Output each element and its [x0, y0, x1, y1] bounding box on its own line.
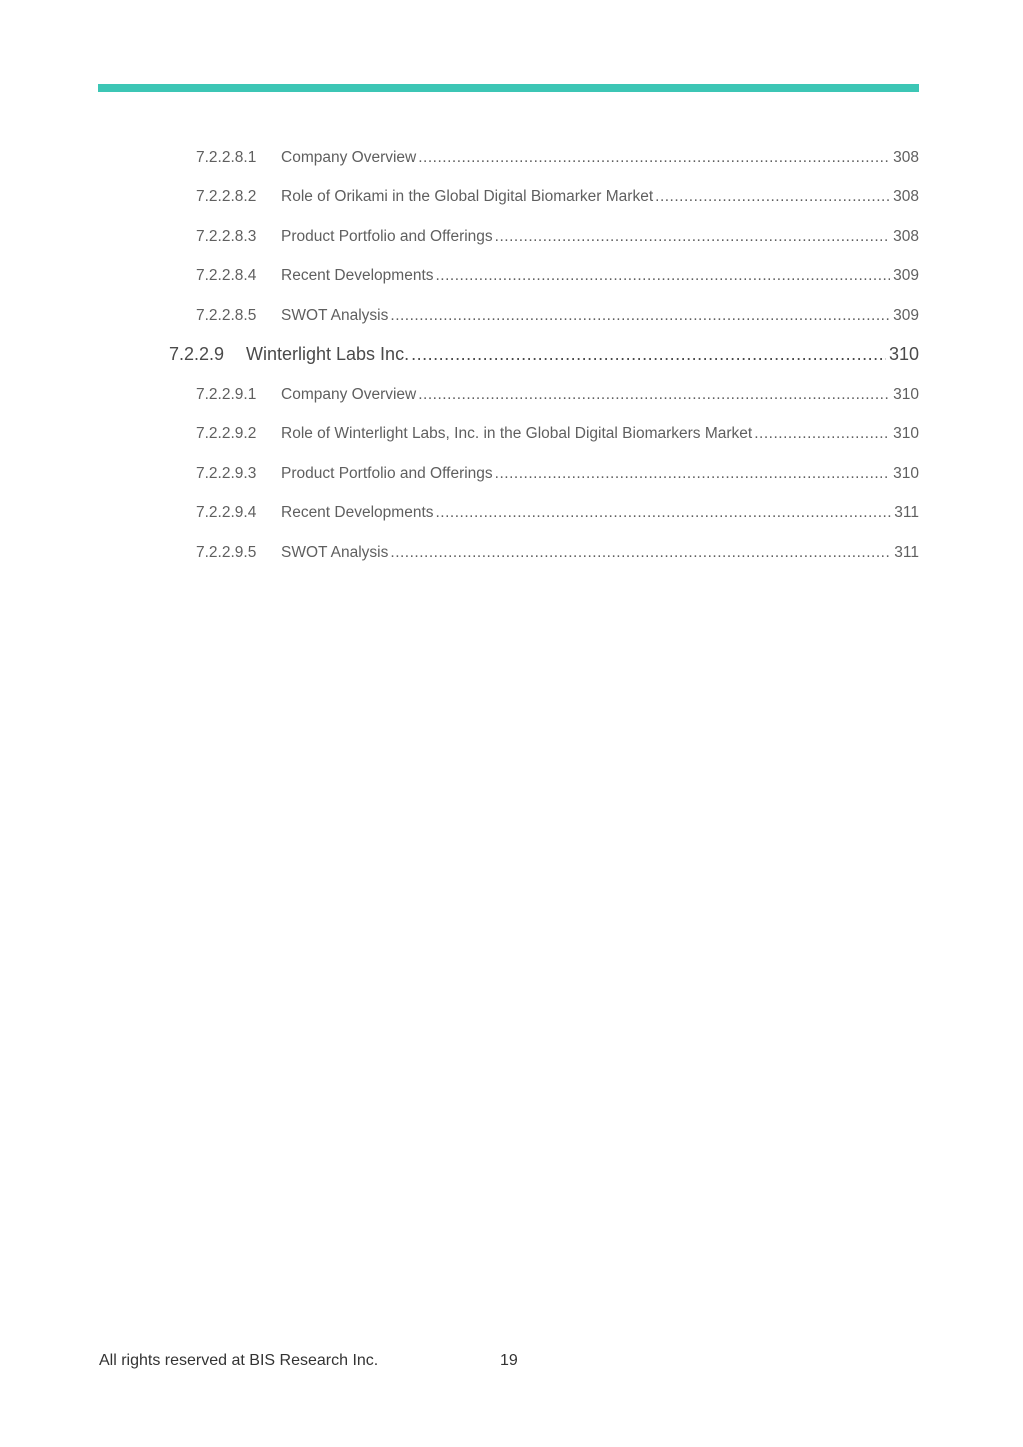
toc-entry-page: 311 — [894, 504, 919, 521]
toc-entry-page: 310 — [888, 344, 919, 364]
toc-entry-title: Company Overview — [281, 149, 417, 166]
toc-entry-number: 7.2.2.9.3 — [196, 465, 257, 482]
toc-entry-title: Role of Winterlight Labs, Inc. in the Global Digital Biomarkers Market — [281, 425, 753, 442]
toc-dot-leader — [495, 465, 890, 483]
toc-entry-title: Product Portfolio and Offerings — [281, 228, 493, 245]
toc-entry[interactable] — [196, 228, 919, 248]
toc-entry-title: Winterlight Labs Inc. — [246, 344, 410, 364]
toc-entry-page: 310 — [893, 386, 919, 403]
toc-entry-number: 7.2.2.8.1 — [196, 149, 257, 166]
toc-entry-section[interactable] — [169, 344, 919, 368]
toc-entry-title: SWOT Analysis — [281, 544, 389, 561]
toc-entry[interactable] — [196, 307, 919, 327]
footer-copyright: All rights reserved at BIS Research Inc. — [99, 1352, 379, 1369]
toc-entry-title: Company Overview — [281, 386, 417, 403]
toc-entry-page: 311 — [894, 544, 919, 561]
toc-entry[interactable] — [196, 425, 919, 445]
toc-entry-title: Product Portfolio and Offerings — [281, 465, 493, 482]
toc-entry-page: 309 — [893, 267, 919, 284]
toc-dot-leader — [495, 228, 890, 246]
toc-entry-number: 7.2.2.8.4 — [196, 267, 257, 284]
toc-dot-leader — [418, 149, 890, 167]
toc-entry-page: 308 — [893, 228, 919, 245]
toc-entry-number: 7.2.2.9.5 — [196, 544, 257, 561]
toc-entry-title: SWOT Analysis — [281, 307, 389, 324]
toc-entry[interactable] — [196, 504, 919, 524]
toc-dot-leader — [436, 267, 891, 285]
toc-dot-leader — [390, 544, 891, 562]
toc-dot-leader — [655, 188, 890, 206]
toc-entry[interactable] — [196, 149, 919, 169]
toc-entry[interactable] — [196, 544, 919, 564]
toc-entry-page: 308 — [893, 188, 919, 205]
toc-entry-number: 7.2.2.8.2 — [196, 188, 257, 205]
toc-dot-leader — [411, 344, 886, 365]
toc-entry-page: 309 — [893, 307, 919, 324]
toc-entry-page: 310 — [893, 465, 919, 482]
toc-dot-leader — [436, 504, 892, 522]
toc-entry-title: Recent Developments — [281, 504, 434, 521]
toc-entry[interactable] — [196, 386, 919, 406]
toc-entry-page: 310 — [893, 425, 919, 442]
toc-entry-number: 7.2.2.9 — [169, 344, 225, 364]
toc-entry-number: 7.2.2.9.2 — [196, 425, 257, 442]
toc-entry-number: 7.2.2.9.1 — [196, 386, 257, 403]
toc-entry-number: 7.2.2.8.3 — [196, 228, 257, 245]
toc-dot-leader — [390, 307, 890, 325]
toc-entry[interactable] — [196, 465, 919, 485]
toc-entry-page: 308 — [893, 149, 919, 166]
toc-dot-leader — [754, 425, 890, 443]
toc-entry-number: 7.2.2.9.4 — [196, 504, 257, 521]
toc-entry-number: 7.2.2.8.5 — [196, 307, 257, 324]
footer-page-number: 19 — [500, 1352, 518, 1369]
toc-entry[interactable] — [196, 267, 919, 287]
toc-entry[interactable] — [196, 188, 919, 208]
header-rule — [98, 84, 919, 92]
toc-dot-leader — [418, 386, 890, 404]
toc-entry-title: Role of Orikami in the Global Digital Biomarker Market — [281, 188, 654, 205]
toc-entry-title: Recent Developments — [281, 267, 434, 284]
